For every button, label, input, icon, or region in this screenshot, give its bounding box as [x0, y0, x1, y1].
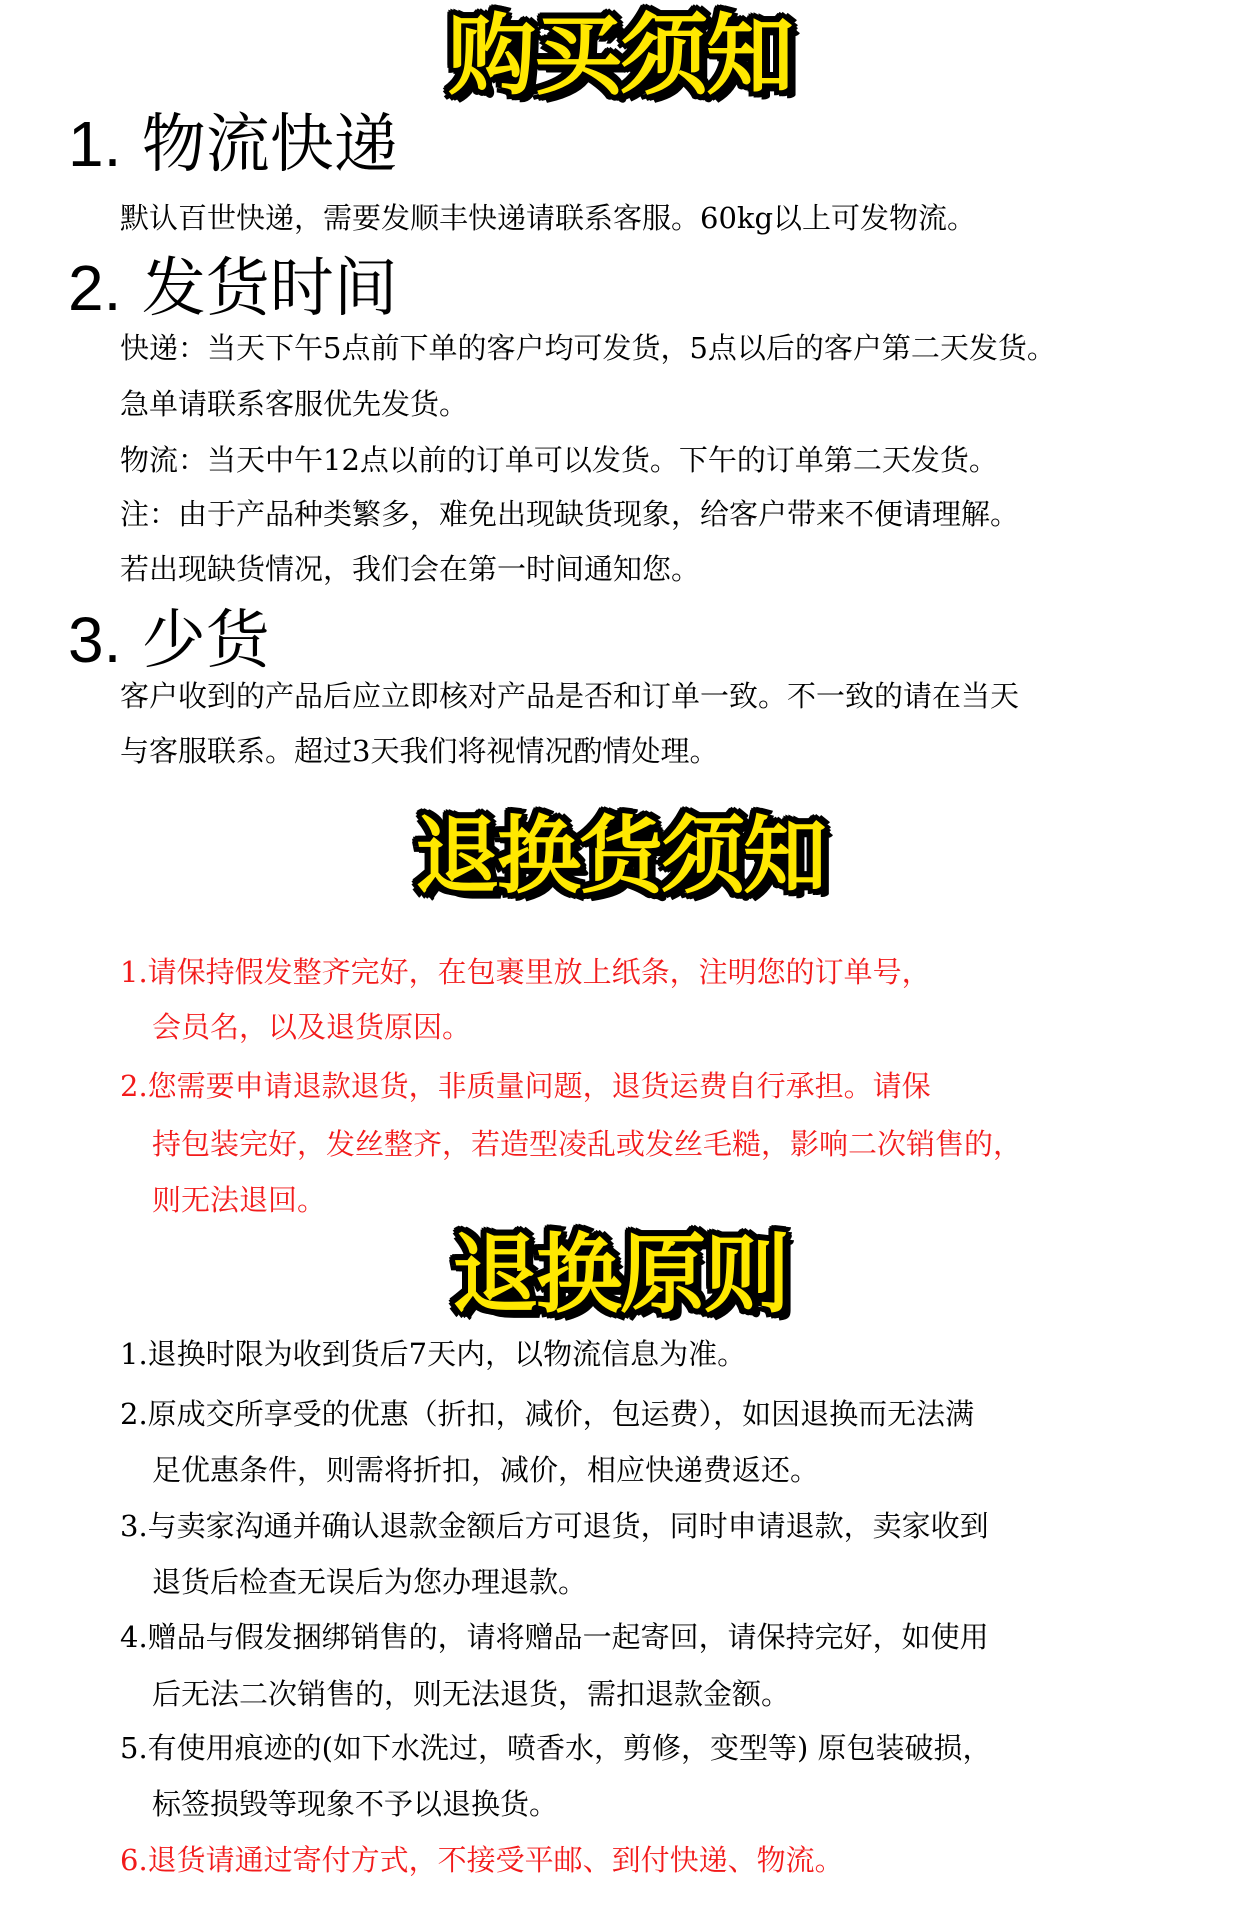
- paragraph-line: 物流：当天中午12点以前的订单可以发货。下午的订单第二天发货。: [120, 443, 998, 477]
- paragraph-line: 客户收到的产品后应立即核对产品是否和订单一致。不一致的请在当天: [120, 679, 1020, 713]
- paragraph-line: 则无法退回。: [152, 1183, 327, 1217]
- paragraph-line: 急单请联系客服优先发货。: [120, 387, 469, 421]
- paragraph-line: 默认百世快递，需要发顺丰快递请联系客服。60kg以上可发物流。: [120, 201, 977, 235]
- paragraph-line: 持包装完好，发丝整齐，若造型凌乱或发丝毛糙，影响二次销售的，: [152, 1127, 1023, 1161]
- item-number: 3.: [120, 1509, 148, 1543]
- heading-number: 1.: [68, 108, 122, 180]
- return-notice-item-1: [120, 955, 931, 989]
- paragraph-line: 会员名，以及退货原因。: [152, 1010, 472, 1044]
- item-text: 原成交所享受的优惠（折扣，减价，包运费），如因退换而无法满: [147, 1397, 975, 1431]
- item-number: 1.: [120, 955, 148, 989]
- item-number: 1.: [120, 1337, 148, 1371]
- return-notice-banner: 退换货须知: [414, 807, 825, 905]
- item-text: 与卖家沟通并确认退款金额后方可退货，同时申请退款，卖家收到: [147, 1509, 989, 1543]
- principle-item-4: [120, 1620, 989, 1654]
- paragraph-line: 若出现缺货情况，我们会在第一时间通知您。: [120, 552, 701, 586]
- paragraph-line: 与客服联系。超过3天我们将视情况酌情处理。: [120, 734, 719, 768]
- principle-item-5: [120, 1731, 992, 1765]
- heading-number: 2.: [68, 252, 122, 324]
- item-text: 有使用痕迹的(如下水洗过，喷香水，剪修，变型等) 原包装破损，: [147, 1731, 992, 1765]
- item-text: 您需要申请退款退货，非质量问题，退货运费自行承担。请保: [147, 1069, 931, 1103]
- paragraph-line: 快递：当天下午5点前下单的客户均可发货，5点以后的客户第二天发货。: [120, 331, 1056, 365]
- item-number: 6.: [120, 1843, 148, 1877]
- item-number: 4.: [120, 1620, 148, 1654]
- principle-item-3: [120, 1509, 989, 1543]
- principle-item-6: [120, 1843, 844, 1877]
- heading-text: 少货: [141, 604, 270, 678]
- heading-number: 3.: [68, 604, 122, 676]
- item-number: 2.: [120, 1397, 148, 1431]
- paragraph-line: 后无法二次销售的，则无法退货，需扣退款金额。: [152, 1677, 791, 1711]
- return-notice-item-2: [120, 1069, 931, 1103]
- item-text: 退货请通过寄付方式，不接受平邮、到付快递、物流。: [147, 1843, 844, 1877]
- section-heading-shipping-time: [68, 252, 398, 326]
- principle-item-1: [120, 1337, 747, 1371]
- principle-item-2: [120, 1397, 975, 1431]
- heading-text: 发货时间: [141, 252, 398, 326]
- heading-text: 物流快递: [141, 108, 398, 182]
- item-number: 2.: [120, 1069, 148, 1103]
- purchase-notice-banner: 购买须知: [447, 4, 792, 107]
- item-number: 5.: [120, 1731, 148, 1765]
- paragraph-line: 标签损毁等现象不予以退换货。: [152, 1787, 559, 1821]
- section-heading-missing-goods: [68, 604, 270, 678]
- section-heading-logistics: [68, 108, 398, 182]
- paragraph-line: 注：由于产品种类繁多，难免出现缺货现象，给客户带来不便请理解。: [120, 497, 1020, 531]
- paragraph-line: 退货后检查无误后为您办理退款。: [152, 1565, 588, 1599]
- paragraph-line: 足优惠条件，则需将折扣，减价，相应快递费返还。: [152, 1453, 820, 1487]
- item-text: 退换时限为收到货后7天内，以物流信息为准。: [147, 1337, 747, 1371]
- item-text: 赠品与假发捆绑销售的，请将赠品一起寄回，请保持完好，如使用: [147, 1620, 989, 1654]
- return-principles-banner: 退换原则: [452, 1225, 788, 1325]
- item-text: 请保持假发整齐完好，在包裹里放上纸条，注明您的订单号，: [147, 955, 931, 989]
